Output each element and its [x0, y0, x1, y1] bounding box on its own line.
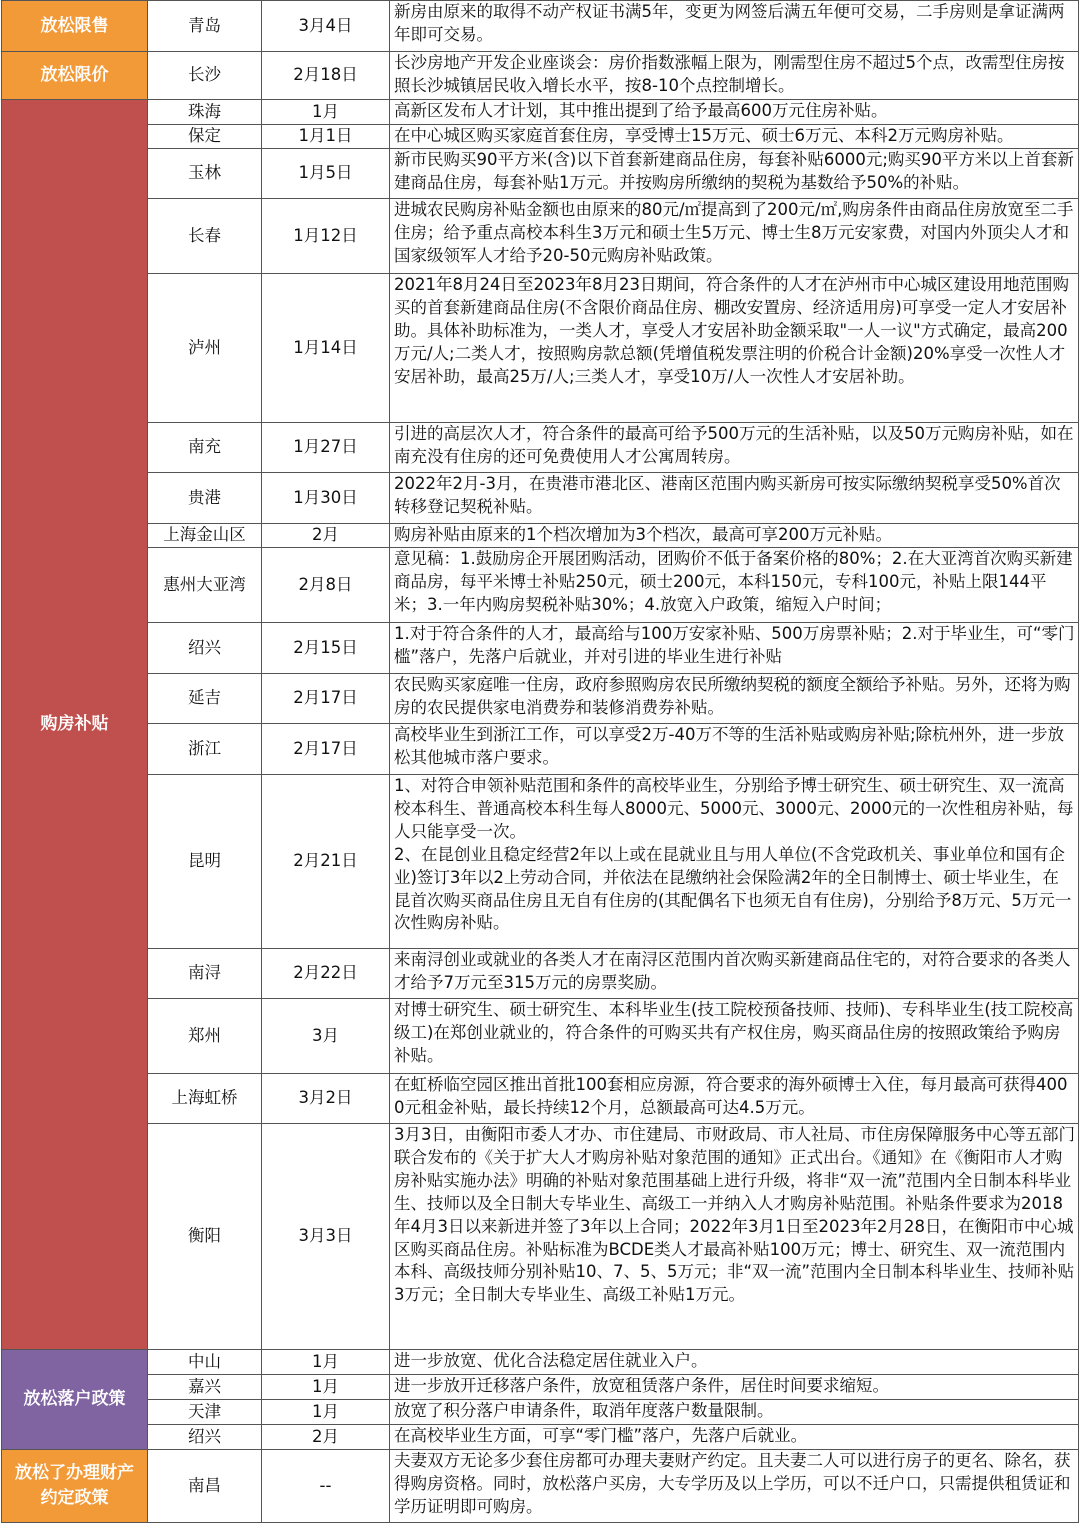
date-cell: 1月	[262, 100, 390, 125]
date-cell: 1月	[262, 1350, 390, 1375]
table-row	[2, 1074, 1079, 1124]
policy-description-cell: 购房补贴由原来的1个档次增加为3个档次，最高可享200万元补贴。	[390, 524, 1079, 548]
table-row	[2, 125, 1079, 149]
category-label: 放松落户政策	[23, 1389, 126, 1409]
city-cell: 上海金山区	[148, 524, 262, 548]
policy-description-cell: 在高校毕业生方面，可享“零门槛”落户，先落户后就业。	[390, 1425, 1079, 1450]
city-cell: 南浔	[148, 949, 262, 999]
date-cell: 1月12日	[262, 199, 390, 274]
policy-description-cell: 意见稿：1.鼓励房企开展团购活动，团购价不低于备案价格的80%；2.在大亚湾首次购买新建商品房，每平米博士补贴250元，硕士200元，本科150元，专科100元，补贴上限144平米；3.一年内购房契税补贴30%；4.放宽入户政策，缩短入户时间；	[390, 548, 1079, 623]
city-cell: 嘉兴	[148, 1375, 262, 1400]
category-cell	[2, 1450, 148, 1523]
date-cell: 1月30日	[262, 473, 390, 524]
category-cell	[2, 100, 148, 1350]
table-row	[2, 548, 1079, 623]
date-cell: 2月17日	[262, 674, 390, 724]
date-cell: --	[262, 1450, 390, 1523]
policy-description-cell: 2022年2月-3月，在贵港市港北区、港南区范围内购买新房可按实际缴纳契税享受50%首次转移登记契税补贴。	[390, 473, 1079, 524]
city-cell: 长春	[148, 199, 262, 274]
date-cell: 2月22日	[262, 949, 390, 999]
policy-description-cell: 进一步放宽、优化合法稳定居住就业入户。	[390, 1350, 1079, 1375]
table-row	[2, 775, 1079, 949]
table-row	[2, 1124, 1079, 1350]
table-row	[2, 1425, 1079, 1450]
category-label: 放松限售	[40, 15, 109, 36]
city-cell: 昆明	[148, 775, 262, 949]
table-row	[2, 724, 1079, 775]
table-row	[2, 274, 1079, 423]
category-cell	[2, 1350, 148, 1450]
city-cell: 惠州大亚湾	[148, 548, 262, 623]
policy-description-cell: 放宽了积分落户申请条件，取消年度落户数量限制。	[390, 1400, 1079, 1425]
policy-description-cell: 农民购买家庭唯一住房，政府参照购房农民所缴纳契税的额度全额给予补贴。另外，还将为购房的农民提供家电消费券和装修消费券补贴。	[390, 674, 1079, 724]
table-row	[2, 999, 1079, 1074]
city-cell: 绍兴	[148, 623, 262, 674]
city-cell: 衡阳	[148, 1124, 262, 1350]
date-cell: 1月27日	[262, 423, 390, 473]
date-cell: 1月5日	[262, 149, 390, 199]
policy-description-cell: 在虹桥临空园区推出首批100套相应房源，符合要求的海外硕博士入住，每月最高可获得4000元租金补贴，最长持续12个月，总额最高可达4.5万元。	[390, 1074, 1079, 1124]
date-cell: 1月1日	[262, 125, 390, 149]
policy-description-cell: 夫妻双方无论多少套住房都可办理夫妻财产约定。且夫妻二人可以进行房子的更名、除名，获得购房资格。同时，放松落户买房，大专学历及以上学历，可以不迁户口，只需提供租赁证和学历证明即可购房。	[390, 1450, 1079, 1523]
city-cell: 浙江	[148, 724, 262, 775]
category-cell	[2, 52, 148, 100]
policy-description-cell: 来南浔创业或就业的各类人才在南浔区范围内首次购买新建商品住宅的，对符合要求的各类人才给予7万元至315万元的房票奖励。	[390, 949, 1079, 999]
table-row	[2, 100, 1079, 125]
city-cell: 青岛	[148, 1, 262, 52]
date-cell: 3月2日	[262, 1074, 390, 1124]
table-row	[2, 524, 1079, 548]
date-cell: 3月	[262, 999, 390, 1074]
date-cell: 2月18日	[262, 52, 390, 100]
policy-description-cell: 1、对符合申领补贴范围和条件的高校毕业生，分别给予博士研究生、硕士研究生、双一流高校本科生、普通高校本科生每人8000元、5000元、3000元、2000元的一次性租房补贴，每人只能享受一次。 2、在昆创业且稳定经营2年以上或在昆就业且与用人单位(不含党政机关、事业单位和国有企业)签订3年以2上劳动合同，并依法在昆缴纳社会保险满2年的全日制博士、硕士毕业生，在昆首次购买商品住房且无自有住房的(其配偶名下也须无自有住房)，分别给予8万元、5万元一次性购房补贴。	[390, 775, 1079, 949]
city-cell: 绍兴	[148, 1425, 262, 1450]
table-row	[2, 149, 1079, 199]
date-cell: 1月14日	[262, 274, 390, 423]
table-row	[2, 1400, 1079, 1425]
policy-description-cell: 高新区发布人才计划，其中推出提到了给予最高600万元住房补贴。	[390, 100, 1079, 125]
policy-description-cell: 新市民购买90平方米(含)以下首套新建商品住房，每套补贴6000元;购买90平方米以上首套新建商品住房，每套补贴1万元。并按购房所缴纳的契税为基数给予50%的补贴。	[390, 149, 1079, 199]
category-label: 放松限价	[40, 65, 109, 85]
policy-description-cell: 长沙房地产开发企业座谈会：房价指数涨幅上限为，刚需型住房不超过5个点，改需型住房按照长沙城镇居民收入增长水平，按8-10个点控制增长。	[390, 52, 1079, 100]
table-row	[2, 1450, 1079, 1523]
policy-description-cell: 1.对于符合条件的人才，最高给与100万安家补贴、500万房票补贴；2.对于毕业生，可“零门槛”落户，先落户后就业，并对引进的毕业生进行补贴	[390, 623, 1079, 674]
city-cell: 中山	[148, 1350, 262, 1375]
city-cell: 保定	[148, 125, 262, 149]
policy-description-cell: 对博士研究生、硕士研究生、本科毕业生(技工院校预备技师、技师)、专科毕业生(技工院校高级工)在郑创业就业的，符合条件的可购买共有产权住房，购买商品住房的按照政策给予购房补贴。	[390, 999, 1079, 1074]
table-row	[2, 623, 1079, 674]
date-cell: 3月4日	[262, 1, 390, 52]
city-cell: 长沙	[148, 52, 262, 100]
date-cell: 2月	[262, 524, 390, 548]
city-cell: 贵港	[148, 473, 262, 524]
city-cell: 玉林	[148, 149, 262, 199]
date-cell: 2月8日	[262, 548, 390, 623]
category-label: 购房补贴	[40, 714, 109, 734]
city-cell: 天津	[148, 1400, 262, 1425]
policy-description-cell: 进一步放开迁移落户条件，放宽租赁落户条件，居住时间要求缩短。	[390, 1375, 1079, 1400]
city-cell: 南昌	[148, 1450, 262, 1523]
city-cell: 郑州	[148, 999, 262, 1074]
category-cell	[2, 1, 148, 52]
policy-description-cell: 引进的高层次人才，符合条件的最高可给予500万元的生活补贴，以及50万元购房补贴，如在南充没有住房的还可免费使用人才公寓周转房。	[390, 423, 1079, 473]
policy-description-cell: 进城农民购房补贴金额也由原来的80元/㎡提高到了200元/㎡,购房条件由商品住房放宽至二手住房；给予重点高校本科生3万元和硕士生5万元、博士生8万元安家费，对国内外顶尖人才和国家级领军人才给予20-50元购房补贴政策。	[390, 199, 1079, 274]
policy-description-cell: 2021年8月24日至2023年8月23日期间，符合条件的人才在泸州市中心城区建设用地范围购买的首套新建商品住房(不含限价商品住房、棚改安置房、经济适用房)可享受一定人才安居补助。具体补助标准为，一类人才，享受人才安居补助金额采取"一人一议"方式确定，最高200万元/人;二类人才，按照购房款总额(凭增值税发票注明的价税合计金额)20%享受一次性人才安居补助，最高25万/人;三类人才，享受10万/人一次性人才安居补助。	[390, 274, 1079, 423]
policy-description-cell: 在中心城区购买家庭首套住房，享受博士15万元、硕士6万元、本科2万元购房补贴。	[390, 125, 1079, 149]
city-cell: 南充	[148, 423, 262, 473]
table-row	[2, 1, 1079, 52]
date-cell: 2月	[262, 1425, 390, 1450]
table-row	[2, 52, 1079, 100]
date-cell: 3月3日	[262, 1124, 390, 1350]
table-row	[2, 423, 1079, 473]
date-cell: 2月15日	[262, 623, 390, 674]
date-cell: 1月	[262, 1375, 390, 1400]
city-cell: 上海虹桥	[148, 1074, 262, 1124]
table-row	[2, 674, 1079, 724]
table-row	[2, 1350, 1079, 1375]
city-cell: 延吉	[148, 674, 262, 724]
table-row	[2, 1375, 1079, 1400]
table-row	[2, 199, 1079, 274]
city-cell: 泸州	[148, 274, 262, 423]
policy-table-body	[2, 1, 1079, 1523]
policy-description-cell: 新房由原来的取得不动产权证书满5年，变更为网签后满五年便可交易，二手房则是拿证满两年即可交易。	[390, 1, 1079, 52]
table-row	[2, 949, 1079, 999]
date-cell: 1月	[262, 1400, 390, 1425]
policy-description-cell: 高校毕业生到浙江工作，可以享受2万-40万不等的生活补贴或购房补贴;除杭州外，进一步放松其他城市落户要求。	[390, 724, 1079, 775]
policy-table	[1, 0, 1079, 1523]
category-label: 放松了办理财产约定政策	[15, 1463, 134, 1508]
city-cell: 珠海	[148, 100, 262, 125]
policy-description-cell: 3月3日，由衡阳市委人才办、市住建局、市财政局、市人社局、市住房保障服务中心等五部门联合发布的《关于扩大人才购房补贴对象范围的通知》正式出台。《通知》在《衡阳市人才购房补贴实施办法》明确的补贴对象范围基础上进行升级，将非“双一流”范围内全日制本科毕业生、技师以及全日制大专毕业生、高级工一并纳入人才购房补贴范围。补贴条件要求为2018年4月3日以来新进并签了3年以上合同；2022年3月1日至2023年2月28日，在衡阳市中心城区购买商品住房。补贴标准为BCDE类人才最高补贴100万元；博士、研究生、双一流范围内本科、高级技师分别补贴10、7、5、5万元；非“双一流”范围内全日制本科毕业生、技师补贴3万元；全日制大专毕业生、高级工补贴1万元。	[390, 1124, 1079, 1350]
date-cell: 2月21日	[262, 775, 390, 949]
table-row	[2, 473, 1079, 524]
date-cell: 2月17日	[262, 724, 390, 775]
